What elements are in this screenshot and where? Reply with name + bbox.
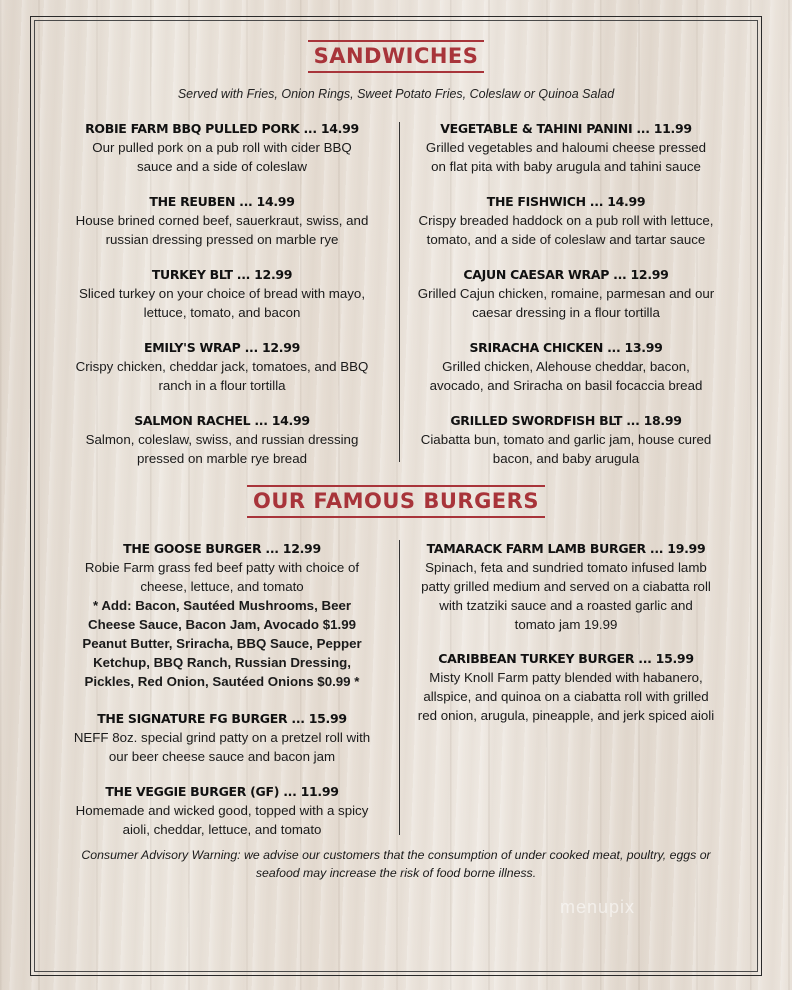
menu-item: [52, 120, 392, 193]
item-description: bacon, and baby arugula: [492, 451, 640, 466]
addon-list: Peanut Butter, Sriracha, BBQ Sauce, Pepper: [82, 636, 362, 651]
item-description: with tzatziki sauce and a roasted garlic and: [439, 598, 693, 613]
item-description: Crispy breaded haddock on a pub roll with lettuce,: [418, 213, 714, 228]
menu-item: [396, 540, 736, 650]
item-description: NEFF 8oz. special grind patty on a pretzel roll with: [73, 730, 371, 745]
item-description: red onion, arugula, pineapple, and jerk spiced aioli: [417, 708, 715, 723]
item-description: caesar dressing in a flour tortilla: [472, 305, 660, 320]
burgers-left-column: [52, 540, 392, 839]
item-name: GRILLED SWORDFISH BLT ... 18.99: [450, 413, 682, 428]
item-description: Grilled chicken, Alehouse cheddar, bacon,: [442, 359, 690, 374]
sandwiches-left-column: [52, 120, 392, 468]
advisory-line: seafood may increase the risk of food borne illness.: [255, 866, 537, 880]
item-description: tomato, and a side of coleslaw and tartar sauce: [426, 232, 706, 247]
item-description: Grilled vegetables and haloumi cheese pressed: [425, 140, 707, 155]
item-description: lettuce, tomato, and bacon: [143, 305, 301, 320]
item-description: Crispy chicken, cheddar jack, tomatoes, and BBQ: [75, 359, 369, 374]
menu-item: [396, 266, 736, 339]
menu-item: [52, 710, 392, 783]
menu-item: [52, 339, 392, 412]
item-description: tomato jam 19.99: [514, 617, 618, 632]
menu-item: [52, 193, 392, 266]
burgers-heading: [0, 485, 792, 518]
advisory-line: Consumer Advisory Warning: we advise our customers that the consumption of under cooked meat, poultry, eggs or: [81, 848, 711, 862]
menu-item: [52, 266, 392, 339]
item-name: THE FISHWICH ... 14.99: [486, 194, 646, 209]
addon-list: Cheese Sauce, Bacon Jam, Avocado $1.99: [87, 617, 357, 632]
sandwiches-right-column: [396, 120, 736, 468]
menu-item: [396, 193, 736, 266]
item-name: SALMON RACHEL ... 14.99: [134, 413, 310, 428]
item-description: sauce and a side of coleslaw: [136, 159, 307, 174]
item-description: our beer cheese sauce and bacon jam: [108, 749, 336, 764]
addon-list: * Add: Bacon, Sautéed Mushrooms, Beer: [92, 598, 352, 613]
item-description: Salmon, coleslaw, swiss, and russian dressing: [85, 432, 359, 447]
item-description: Grilled Cajun chicken, romaine, parmesan and our: [417, 286, 715, 301]
menu-item: [52, 783, 392, 839]
item-name: TURKEY BLT ... 12.99: [151, 267, 293, 282]
item-description: Sliced turkey on your choice of bread with mayo,: [78, 286, 366, 301]
item-name: THE REUBEN ... 14.99: [149, 194, 295, 209]
menu-item: [396, 339, 736, 412]
item-description: on flat pita with baby arugula and tahini sauce: [431, 159, 701, 174]
item-description: Ciabatta bun, tomato and garlic jam, house cured: [420, 432, 712, 447]
item-description: pressed on marble rye bread: [137, 451, 307, 466]
item-name: ROBIE FARM BBQ PULLED PORK ... 14.99: [85, 121, 359, 136]
sandwiches-title: SANDWICHES: [308, 40, 485, 73]
item-description: Homemade and wicked good, topped with a spicy: [75, 803, 369, 818]
item-name: TAMARACK FARM LAMB BURGER ... 19.99: [426, 541, 706, 556]
item-description: allspice, and quinoa on a ciabatta roll with grilled: [423, 689, 709, 704]
addon-list: Pickles, Red Onion, Sautéed Onions $0.99 *: [84, 674, 360, 689]
item-description: cheese, lettuce, and tomato: [140, 579, 304, 594]
menu-item: [396, 412, 736, 468]
item-name: THE VEGGIE BURGER (GF) ... 11.99: [105, 784, 339, 799]
item-description: russian dressing pressed on marble rye: [105, 232, 339, 247]
item-description: Misty Knoll Farm patty blended with habanero,: [429, 670, 703, 685]
item-name: CAJUN CAESAR WRAP ... 12.99: [463, 267, 669, 282]
burgers-right-column: [396, 540, 736, 725]
item-name: EMILY'S WRAP ... 12.99: [143, 340, 301, 355]
menu-item: [396, 650, 736, 725]
item-description: Robie Farm grass fed beef patty with choice of: [84, 560, 360, 575]
sandwiches-subtitle: Served with Fries, Onion Rings, Sweet Potato Fries, Coleslaw or Quinoa Salad: [177, 87, 615, 101]
item-description: aioli, cheddar, lettuce, and tomato: [122, 822, 322, 837]
item-description: avocado, and Sriracha on basil focaccia bread: [429, 378, 703, 393]
item-name: THE SIGNATURE FG BURGER ... 15.99: [97, 711, 347, 726]
menu-item: [52, 412, 392, 468]
consumer-advisory: [60, 846, 732, 882]
addon-list: Ketchup, BBQ Ranch, Russian Dressing,: [93, 655, 351, 670]
watermark-logo: menupix: [560, 897, 636, 917]
item-description: House brined corned beef, sauerkraut, swiss, and: [75, 213, 369, 228]
item-description: patty grilled medium and served on a ciabatta roll: [421, 579, 711, 594]
item-name: VEGETABLE & TAHINI PANINI ... 11.99: [440, 121, 692, 136]
item-name: SRIRACHA CHICKEN ... 13.99: [469, 340, 663, 355]
item-description: ranch in a flour tortilla: [158, 378, 286, 393]
burgers-title: OUR FAMOUS BURGERS: [247, 485, 545, 518]
menu-item: [52, 540, 392, 710]
item-description: Spinach, feta and sundried tomato infused lamb: [425, 560, 707, 575]
sandwiches-heading: [0, 40, 792, 73]
item-description: Our pulled pork on a pub roll with cider BBQ: [92, 140, 352, 155]
item-name: THE GOOSE BURGER ... 12.99: [123, 541, 321, 556]
menu-item: [396, 120, 736, 193]
item-name: CARIBBEAN TURKEY BURGER ... 15.99: [438, 651, 694, 666]
